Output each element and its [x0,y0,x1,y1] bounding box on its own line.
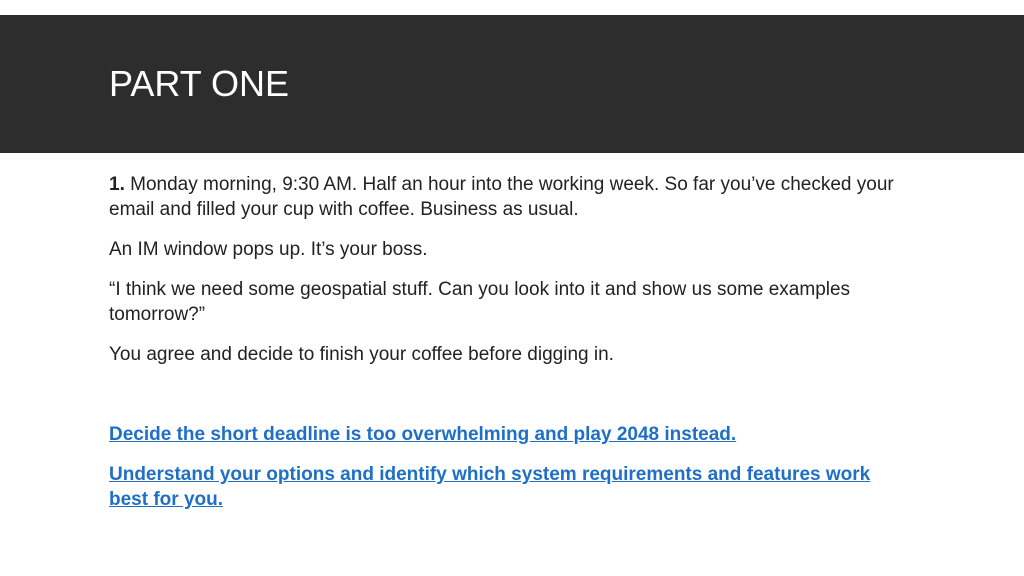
paragraph-number: 1. [109,174,125,195]
choice-2-row [109,462,909,512]
choice-link-play-2048[interactable]: Decide the short deadline is too overwhelming and play 2048 instead. [109,424,737,445]
paragraph-1 [109,172,909,222]
paragraph-1-text: Monday morning, 9:30 AM. Half an hour into the working week. So far you’ve checked your email and filled your cup with coffee. Business as usual. [109,174,894,220]
choice-link-understand-options[interactable]: Understand your options and identify which system requirements and features work best for you. [109,464,871,510]
slide-body [109,172,909,527]
paragraph-4: You agree and decide to finish your coffee before digging in. [109,344,614,365]
spacer [109,382,909,422]
slide-title: PART ONE [109,63,290,104]
choice-1-row [109,422,909,447]
paragraph-2: An IM window pops up. It’s your boss. [109,239,428,260]
paragraph-3: “I think we need some geospatial stuff. Can you look into it and show us some examples tomorrow?” [109,279,851,325]
